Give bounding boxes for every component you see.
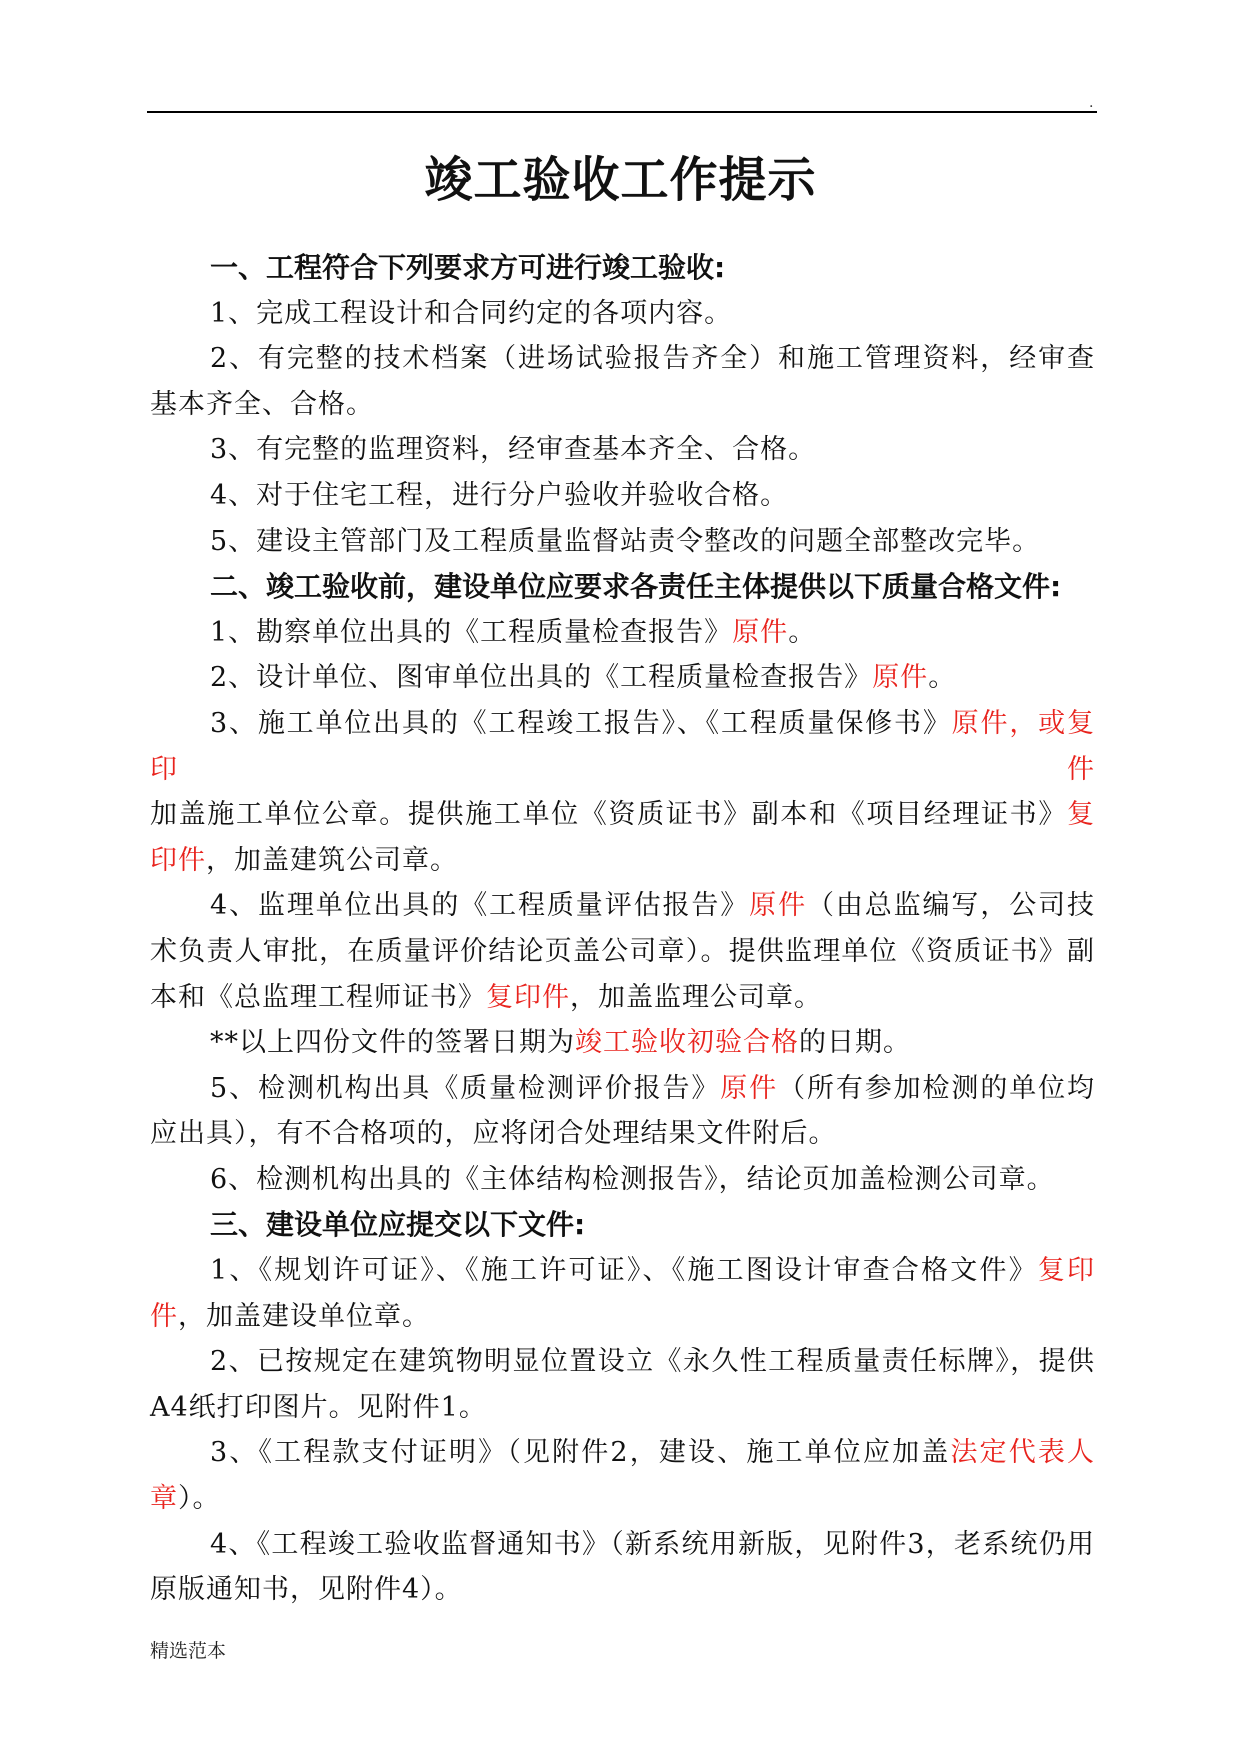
text-segment: （由总监编写，公司技术负责人审批，在质量评价结论页盖公司章）。提供监理单位《资质证书》副本和《总监理工程师证书》 — [150, 890, 1096, 1013]
text-segment: 3、《工程款支付证明》（见附件2，建设、施工单位应加盖 — [210, 1437, 951, 1469]
list-item — [150, 291, 1095, 337]
highlighted-text: 法定代表人章 — [150, 1437, 1096, 1515]
text-segment: 。 — [788, 616, 817, 648]
text-segment: 2、有完整的技术档案（进场试验报告齐全）和施工管理资料，经审查基本齐全、合格。 — [150, 343, 1095, 420]
highlighted-text: 原件 — [749, 890, 807, 922]
list-item — [150, 883, 1095, 1020]
list-item — [150, 701, 1095, 883]
highlighted-text: 原件，或复印件 — [150, 707, 1096, 785]
text-segment: 2、已按规定在建筑物明显位置设立《永久性工程质量责任标牌》，提供A4纸打印图片。见附件1。 — [150, 1346, 1095, 1423]
text-segment: 3、有完整的监理资料，经审查基本齐全、合格。 — [210, 434, 817, 466]
list-item — [150, 1522, 1095, 1613]
list-item — [150, 1066, 1095, 1157]
text-segment: 1、《规划许可证》、《施工许可证》、《施工图设计审查合格文件》 — [210, 1255, 1038, 1287]
list-item — [150, 473, 1095, 519]
highlighted-text: 原件 — [720, 1072, 779, 1104]
text-segment: ，加盖建筑公司章。 — [206, 844, 458, 876]
highlighted-text: 复印件 — [486, 981, 570, 1013]
text-segment: 2、设计单位、图审单位出具的《工程质量检查报告》 — [210, 662, 873, 694]
list-item — [150, 1430, 1095, 1521]
text-segment: 4、《工程竣工验收监督通知书》（新系统用新版，见附件3，老系统仍用原版通知书，见附件4）。 — [150, 1528, 1095, 1606]
text-segment: **以上四份文件的签署日期为 — [210, 1027, 575, 1059]
text-segment: 6、检测机构出具的《主体结构检测报告》，结论页加盖检测公司章。 — [210, 1163, 1055, 1195]
footer-note: 精选范本 — [150, 1640, 227, 1662]
header-rule — [147, 111, 1097, 113]
list-item — [150, 655, 1095, 701]
section-heading: 一、工程符合下列要求方可进行竣工验收: — [210, 251, 726, 284]
list-item — [150, 427, 1095, 473]
highlighted-text: 复印件 — [150, 799, 1095, 876]
list-item — [150, 1157, 1095, 1203]
text-segment: 3、施工单位出具的《工程竣工报告》、《工程质量保修书》 — [210, 707, 952, 739]
highlighted-text: 竣工验收初验合格 — [575, 1027, 799, 1059]
text-segment: ，加盖建设单位章。 — [178, 1300, 430, 1332]
text-segment: 5、建设主管部门及工程质量监督站责令整改的问题全部整改完毕。 — [210, 525, 1041, 557]
section-heading: 二、竣工验收前，建设单位应要求各责任主体提供以下质量合格文件: — [210, 570, 1062, 604]
text-segment: 4、监理单位出具的《工程质量评估报告》 — [210, 890, 750, 922]
header-mark: . — [1089, 95, 1094, 111]
text-segment: ）。 — [178, 1483, 221, 1515]
list-item — [150, 610, 1095, 656]
text-segment: （所有参加检测的单位均应出具），有不合格项的，应将闭合处理结果文件附后。 — [150, 1072, 1095, 1150]
text-segment: 的日期。 — [799, 1027, 911, 1059]
list-item — [150, 1248, 1095, 1339]
highlighted-text: 原件 — [732, 616, 789, 648]
text-segment: 。 — [928, 662, 957, 694]
text-segment: ，加盖监理公司章。 — [570, 981, 822, 1013]
list-item — [150, 519, 1095, 565]
list-item — [150, 1020, 1095, 1066]
text-segment: 1、勘察单位出具的《工程质量检查报告》 — [210, 616, 733, 648]
text-segment: 加盖施工单位公章。提供施工单位《资质证书》副本和《项目经理证书》 — [150, 799, 1067, 831]
document-body — [150, 245, 1095, 1613]
document-title: 竣工验收工作提示 — [424, 152, 817, 208]
text-segment: 1、完成工程设计和合同约定的各项内容。 — [210, 297, 733, 329]
highlighted-text: 复印件 — [150, 1255, 1095, 1332]
text-segment: 4、对于住宅工程，进行分户验收并验收合格。 — [210, 479, 789, 511]
list-item — [150, 336, 1095, 427]
list-item — [150, 1339, 1095, 1430]
section-heading: 三、建设单位应提交以下文件: — [210, 1208, 586, 1242]
text-segment: 5、检测机构出具《质量检测评价报告》 — [210, 1072, 721, 1104]
highlighted-text: 原件 — [872, 662, 929, 694]
